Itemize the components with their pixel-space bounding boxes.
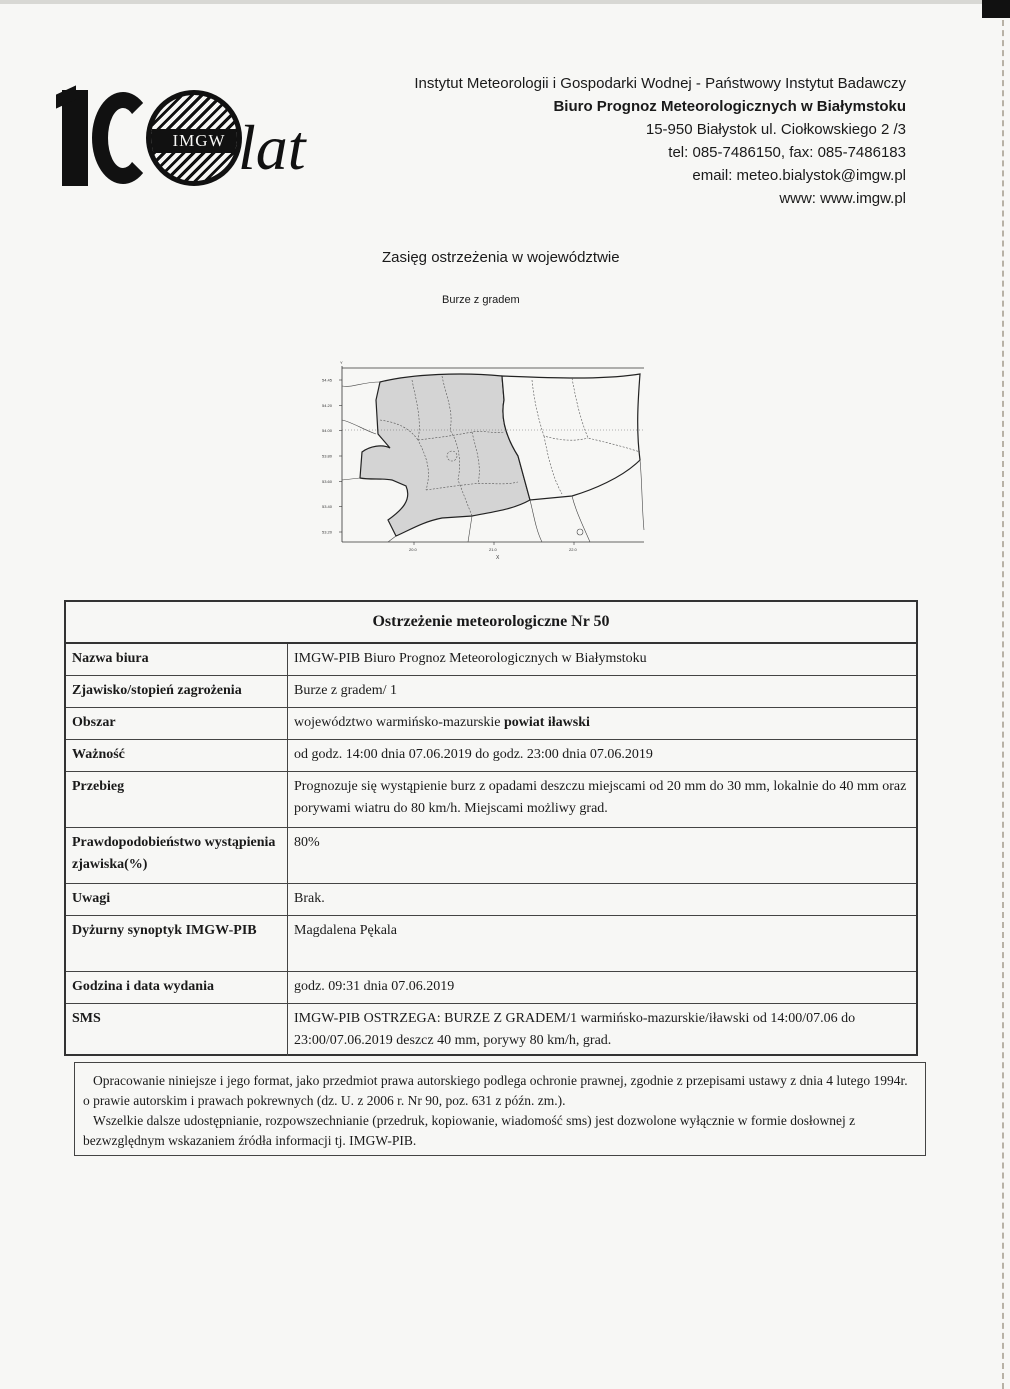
row-validity — [66, 740, 916, 772]
x-tick-label: 22.0 — [569, 547, 577, 552]
x-tick-label: 21.0 — [489, 547, 497, 552]
logo-digit-one — [62, 90, 88, 186]
office-email: email: meteo.bialystok@imgw.pl — [692, 167, 906, 184]
row-value: Prognozuje się wystąpienie burz z opadami deszczu miejscami od 20 mm do 30 mm, lokalnie do 40 mm oraz porywami wiatru do 80 km/h. Miejscami możliwy grad. — [294, 779, 907, 816]
row-sms — [66, 1004, 916, 1056]
row-label: Godzina i data wydania — [66, 972, 288, 1003]
warning-title: Ostrzeżenie meteorologiczne Nr 50 — [66, 602, 916, 644]
row-label: Obszar — [66, 708, 288, 739]
row-label: Zjawisko/stopień zagrożenia — [66, 676, 288, 707]
warning-table — [64, 600, 918, 1056]
row-value — [288, 708, 916, 739]
office-website: www: www.imgw.pl — [779, 190, 906, 207]
y-tick-label: 53.20 — [322, 529, 333, 535]
y-tick-label: 54.20 — [322, 402, 333, 408]
row-value: IMGW-PIB OSTRZEGA: BURZE Z GRADEM/1 warmińsko-mazurskie/iławski od 14:00/07.06 do 23:00/07.06.2019 deszcz 40 mm, porywy 80 km/h, grad. — [294, 1011, 856, 1048]
row-office — [66, 644, 916, 676]
y-tick-label: 54.45 — [322, 377, 333, 383]
logo-band-text: IMGW — [151, 129, 242, 153]
y-tick-label: 53.40 — [322, 504, 333, 510]
area-voivodeship: województwo warmińsko-mazurskie — [294, 715, 504, 730]
map-title: Zasięg ostrzeżenia w województwie — [382, 249, 620, 266]
area-county: powiat iławski — [503, 715, 590, 730]
row-course — [66, 772, 916, 828]
corner-mark — [982, 0, 1010, 18]
office-phone: tel: 085-7486150, fax: 085-7486183 — [668, 144, 906, 161]
office-address: 15-950 Białystok ul. Ciołkowskiego 2 /3 — [645, 121, 906, 138]
office-name: Biuro Prognoz Meteorologicznych w Białymstoku — [553, 98, 906, 115]
row-value: od godz. 14:00 dnia 07.06.2019 do godz. 23:00 dnia 07.06.2019 — [294, 747, 653, 762]
row-label: Przebieg — [66, 772, 288, 827]
page-top-shade — [0, 0, 1010, 4]
y-axis-label: Y — [340, 360, 343, 365]
row-label: Uwagi — [66, 884, 288, 915]
copyright-paragraph: Opracowanie niniejsze i jego format, jako przedmiot prawa autorskiego podlega ochronie prawnej, zgodnie z przepisami ustawy z dnia 4 lutego 1994r. o prawie autorskim i prawach pokrewnych (dz. U. z 2006 r. Nr 90, poz. 631 z późn. zm.). — [83, 1073, 908, 1108]
row-forecaster — [66, 916, 916, 972]
x-axis-ticks — [409, 542, 578, 552]
page-right-edge — [1002, 0, 1010, 1389]
y-tick-label: 53.80 — [322, 453, 333, 459]
logo-digit-zero — [92, 92, 154, 184]
row-remarks — [66, 884, 916, 916]
institute-name: Instytut Meteorologii i Gospodarki Wodnej - Państwowy Instytut Badawczy — [414, 75, 906, 92]
warning-area-map — [322, 360, 652, 570]
row-value: godz. 09:31 dnia 07.06.2019 — [294, 979, 455, 994]
row-label: Ważność — [66, 740, 288, 771]
row-probability — [66, 828, 916, 884]
row-label: Nazwa biura — [66, 644, 288, 675]
redistribution-paragraph: Wszelkie dalsze udostępnianie, rozpowszechnianie (przedruk, kopiowanie, wiadomość sms) jest dozwolone wyłącznie w formie dosłownej z bezwzględnym wskazaniem źródła informacji tj. IMGW-PIB. — [83, 1113, 856, 1148]
imgw-globe-icon — [146, 90, 242, 186]
y-tick-label: 54.00 — [322, 428, 333, 434]
x-axis-label: X — [496, 555, 500, 561]
imgw-100-lat-logo — [62, 88, 306, 190]
y-axis-ticks — [322, 378, 342, 535]
row-value: IMGW-PIB Biuro Prognoz Meteorologicznych w Białymstoku — [294, 651, 647, 666]
row-value: Burze z gradem/ 1 — [294, 683, 398, 698]
map-subtitle: Burze z gradem — [442, 294, 520, 306]
row-label: Dyżurny synoptyk IMGW-PIB — [66, 916, 288, 971]
row-value: Magdalena Pękala — [294, 923, 398, 938]
row-issued — [66, 972, 916, 1004]
row-value: 80% — [294, 835, 320, 850]
row-label: SMS — [66, 1004, 288, 1056]
y-tick-label: 53.60 — [322, 478, 333, 484]
x-tick-label: 20.0 — [409, 547, 417, 552]
row-phenomenon — [66, 676, 916, 708]
logo-lat-text: lat — [238, 112, 306, 183]
row-label: Prawdopodobieństwo wystąpienia zjawiska(%) — [66, 828, 288, 883]
institute-header — [414, 72, 906, 210]
copyright-notice — [74, 1062, 926, 1156]
row-area — [66, 708, 916, 740]
row-value: Brak. — [294, 891, 325, 906]
